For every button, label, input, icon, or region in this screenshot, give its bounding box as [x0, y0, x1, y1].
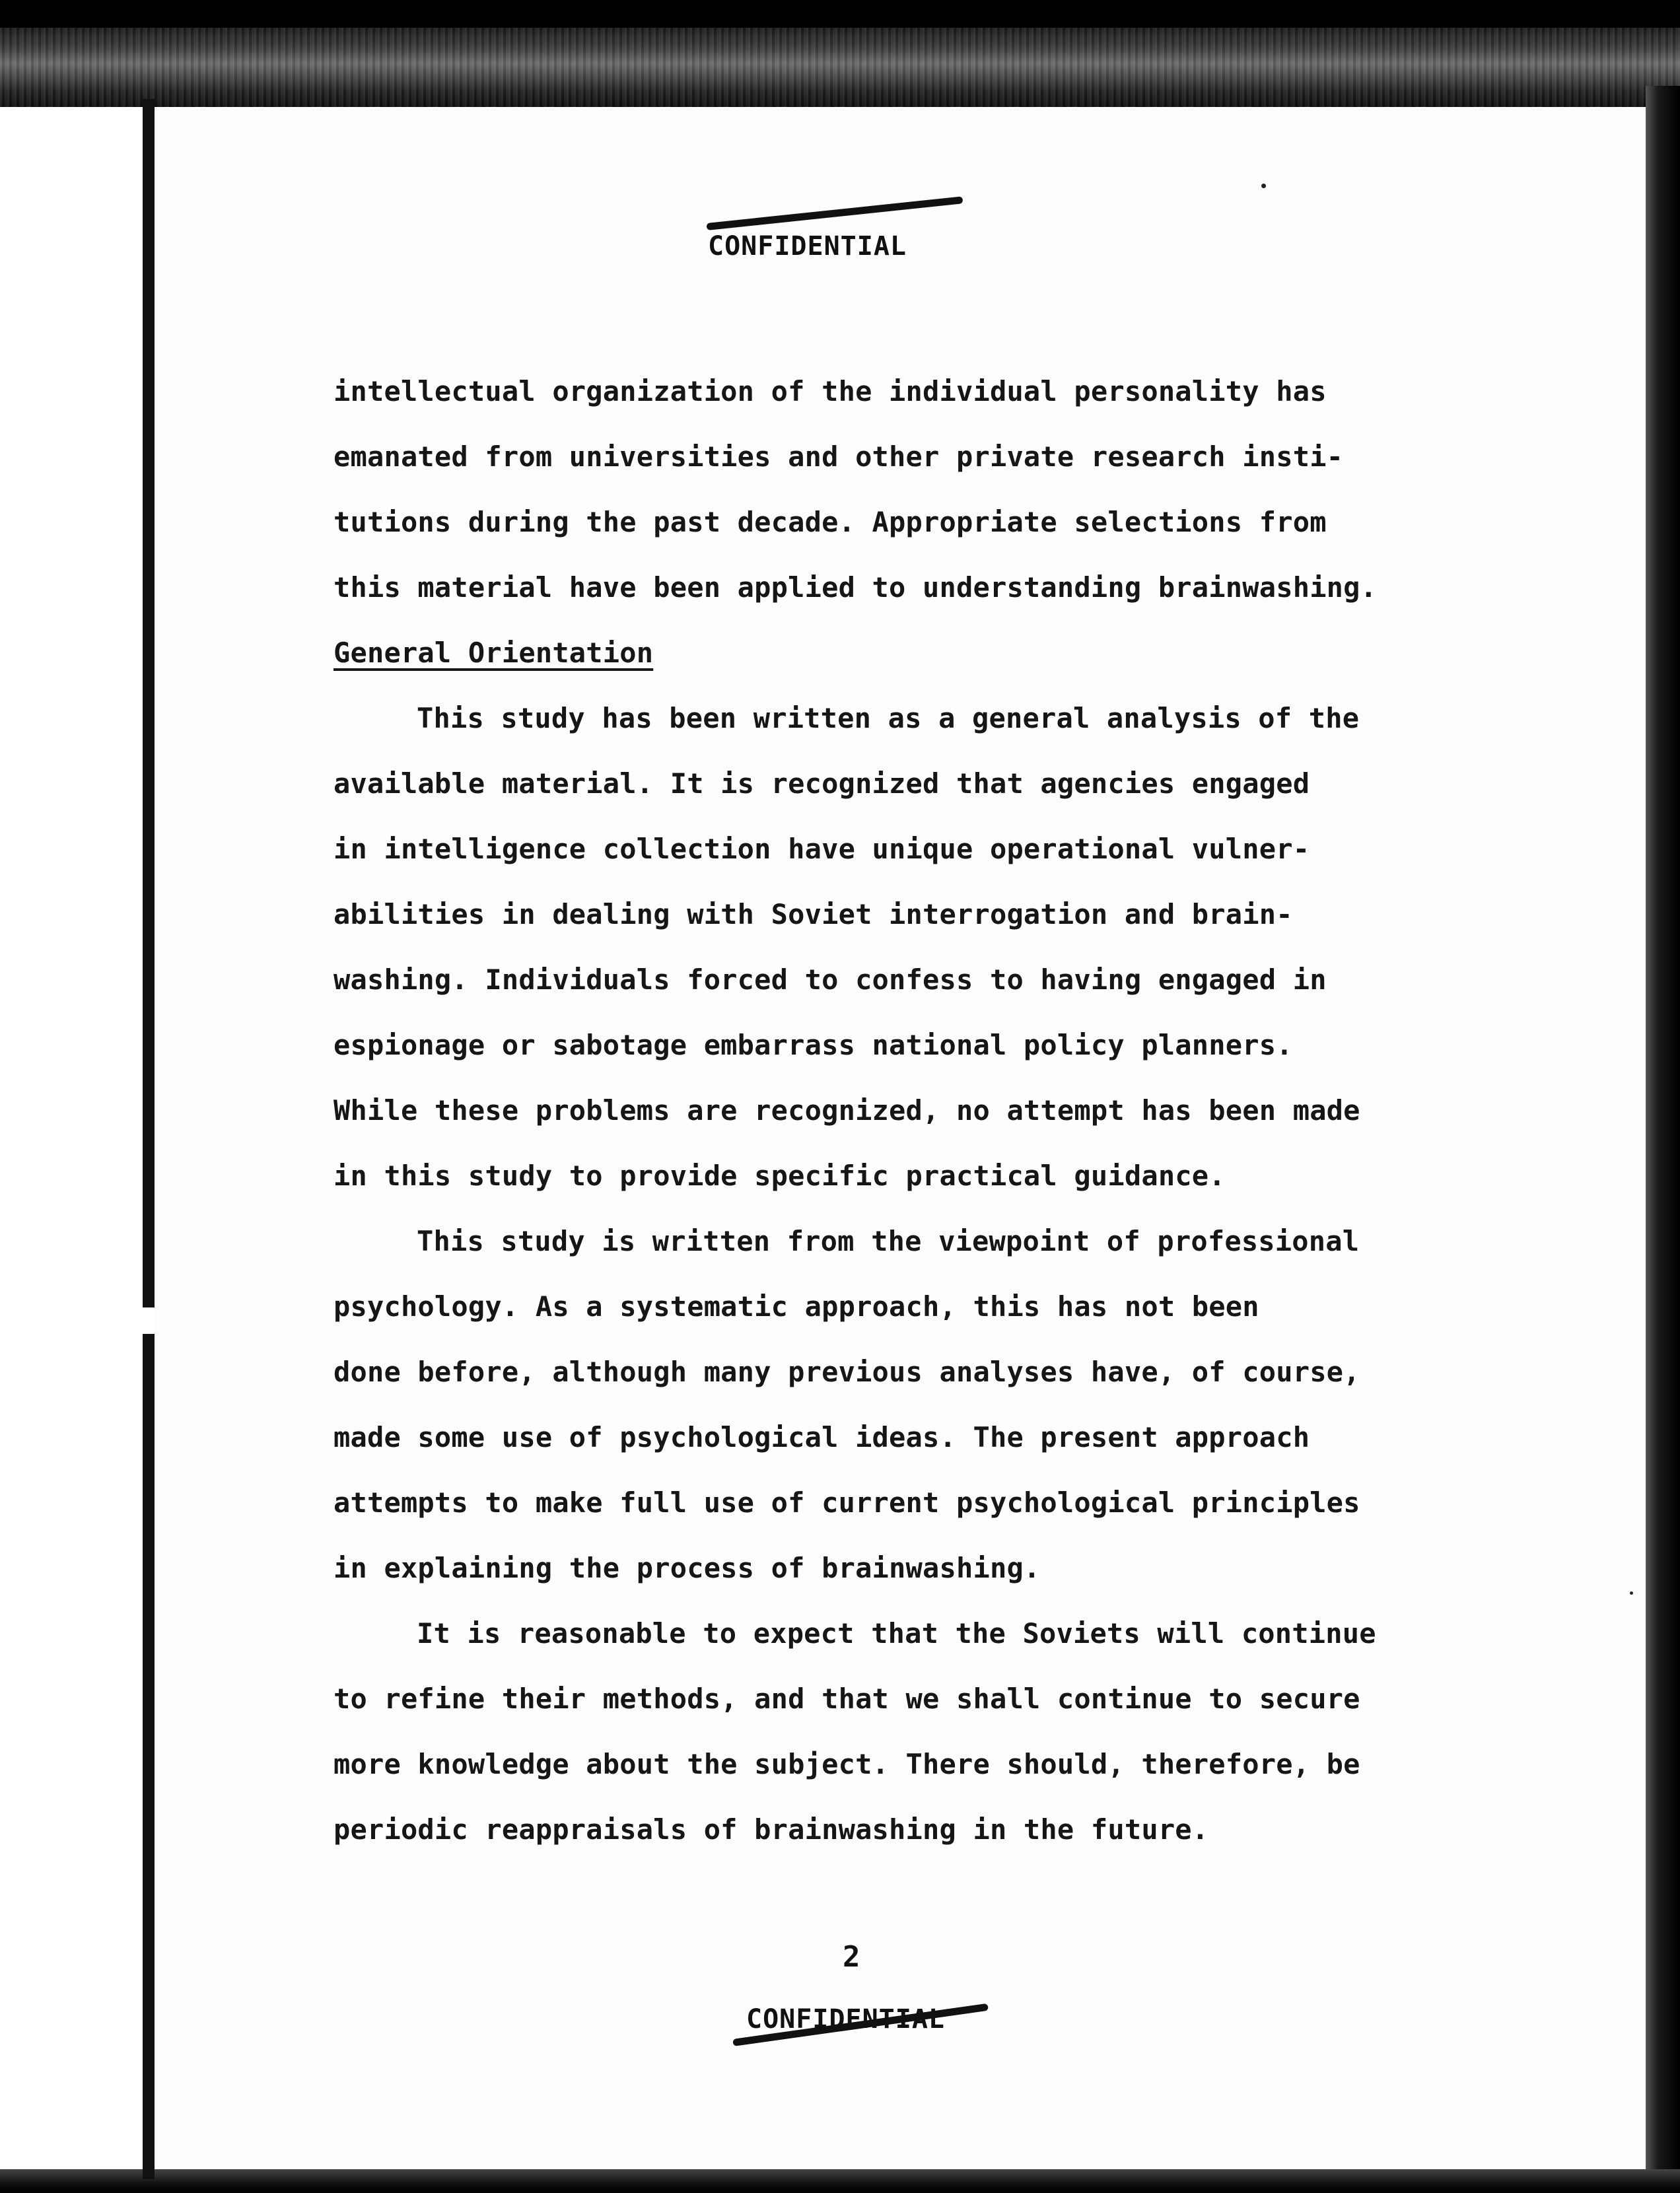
- scan-top-border: [0, 0, 1680, 28]
- body-line: psychology. As a systematic approach, this has not been: [333, 1290, 1259, 1323]
- body-line: intellectual organization of the individual personality has: [333, 375, 1327, 407]
- section-heading: General Orientation: [333, 637, 654, 669]
- body-line: periodic reappraisals of brainwashing in the future.: [333, 1813, 1209, 1846]
- body-line: This study has been written as a general analysis of the: [417, 702, 1360, 734]
- body-line: more knowledge about the subject. There should, therefore, be: [333, 1748, 1360, 1780]
- scan-top-band: [0, 28, 1680, 107]
- scan-bottom-border: [0, 2169, 1680, 2193]
- body-line: espionage or sabotage embarrass national policy planners.: [333, 1029, 1293, 1061]
- body-line: in explaining the process of brainwashing.: [333, 1552, 1041, 1584]
- scan-left-edge-gap: [143, 1307, 155, 1334]
- body-line: tutions during the past decade. Appropriate selections from: [333, 506, 1327, 538]
- scan-right-border: [1646, 86, 1680, 2193]
- scan-left-edge: [143, 99, 155, 2179]
- scan-speck: [1630, 1591, 1633, 1595]
- body-line: in intelligence collection have unique operational vulner-: [333, 833, 1310, 865]
- body-line: done before, although many previous analyses have, of course,: [333, 1356, 1360, 1388]
- body-line: attempts to make full use of current psychological principles: [333, 1486, 1360, 1519]
- scan-speck: [1261, 184, 1266, 188]
- body-line: to refine their methods, and that we shall continue to secure: [333, 1683, 1360, 1715]
- document-body: [333, 359, 1403, 1862]
- body-line: washing. Individuals forced to confess to having engaged in: [333, 963, 1327, 996]
- body-line: available material. It is recognized that agencies engaged: [333, 767, 1310, 800]
- body-line: in this study to provide specific practical guidance.: [333, 1160, 1226, 1192]
- body-line: abilities in dealing with Soviet interrogation and brain-: [333, 898, 1293, 930]
- body-line: emanated from universities and other private research insti-: [333, 440, 1344, 473]
- body-line: made some use of psychological ideas. The present approach: [333, 1421, 1310, 1453]
- classification-marking-bottom: CONFIDENTIAL: [746, 2004, 945, 2035]
- classification-marking-top: CONFIDENTIAL: [708, 231, 907, 261]
- body-line: It is reasonable to expect that the Soviets will continue: [417, 1617, 1376, 1650]
- body-line: This study is written from the viewpoint of professional: [417, 1225, 1360, 1257]
- body-line: While these problems are recognized, no attempt has been made: [333, 1094, 1360, 1127]
- body-line: this material have been applied to understanding brainwashing.: [333, 571, 1378, 604]
- page-number: 2: [843, 1940, 860, 1974]
